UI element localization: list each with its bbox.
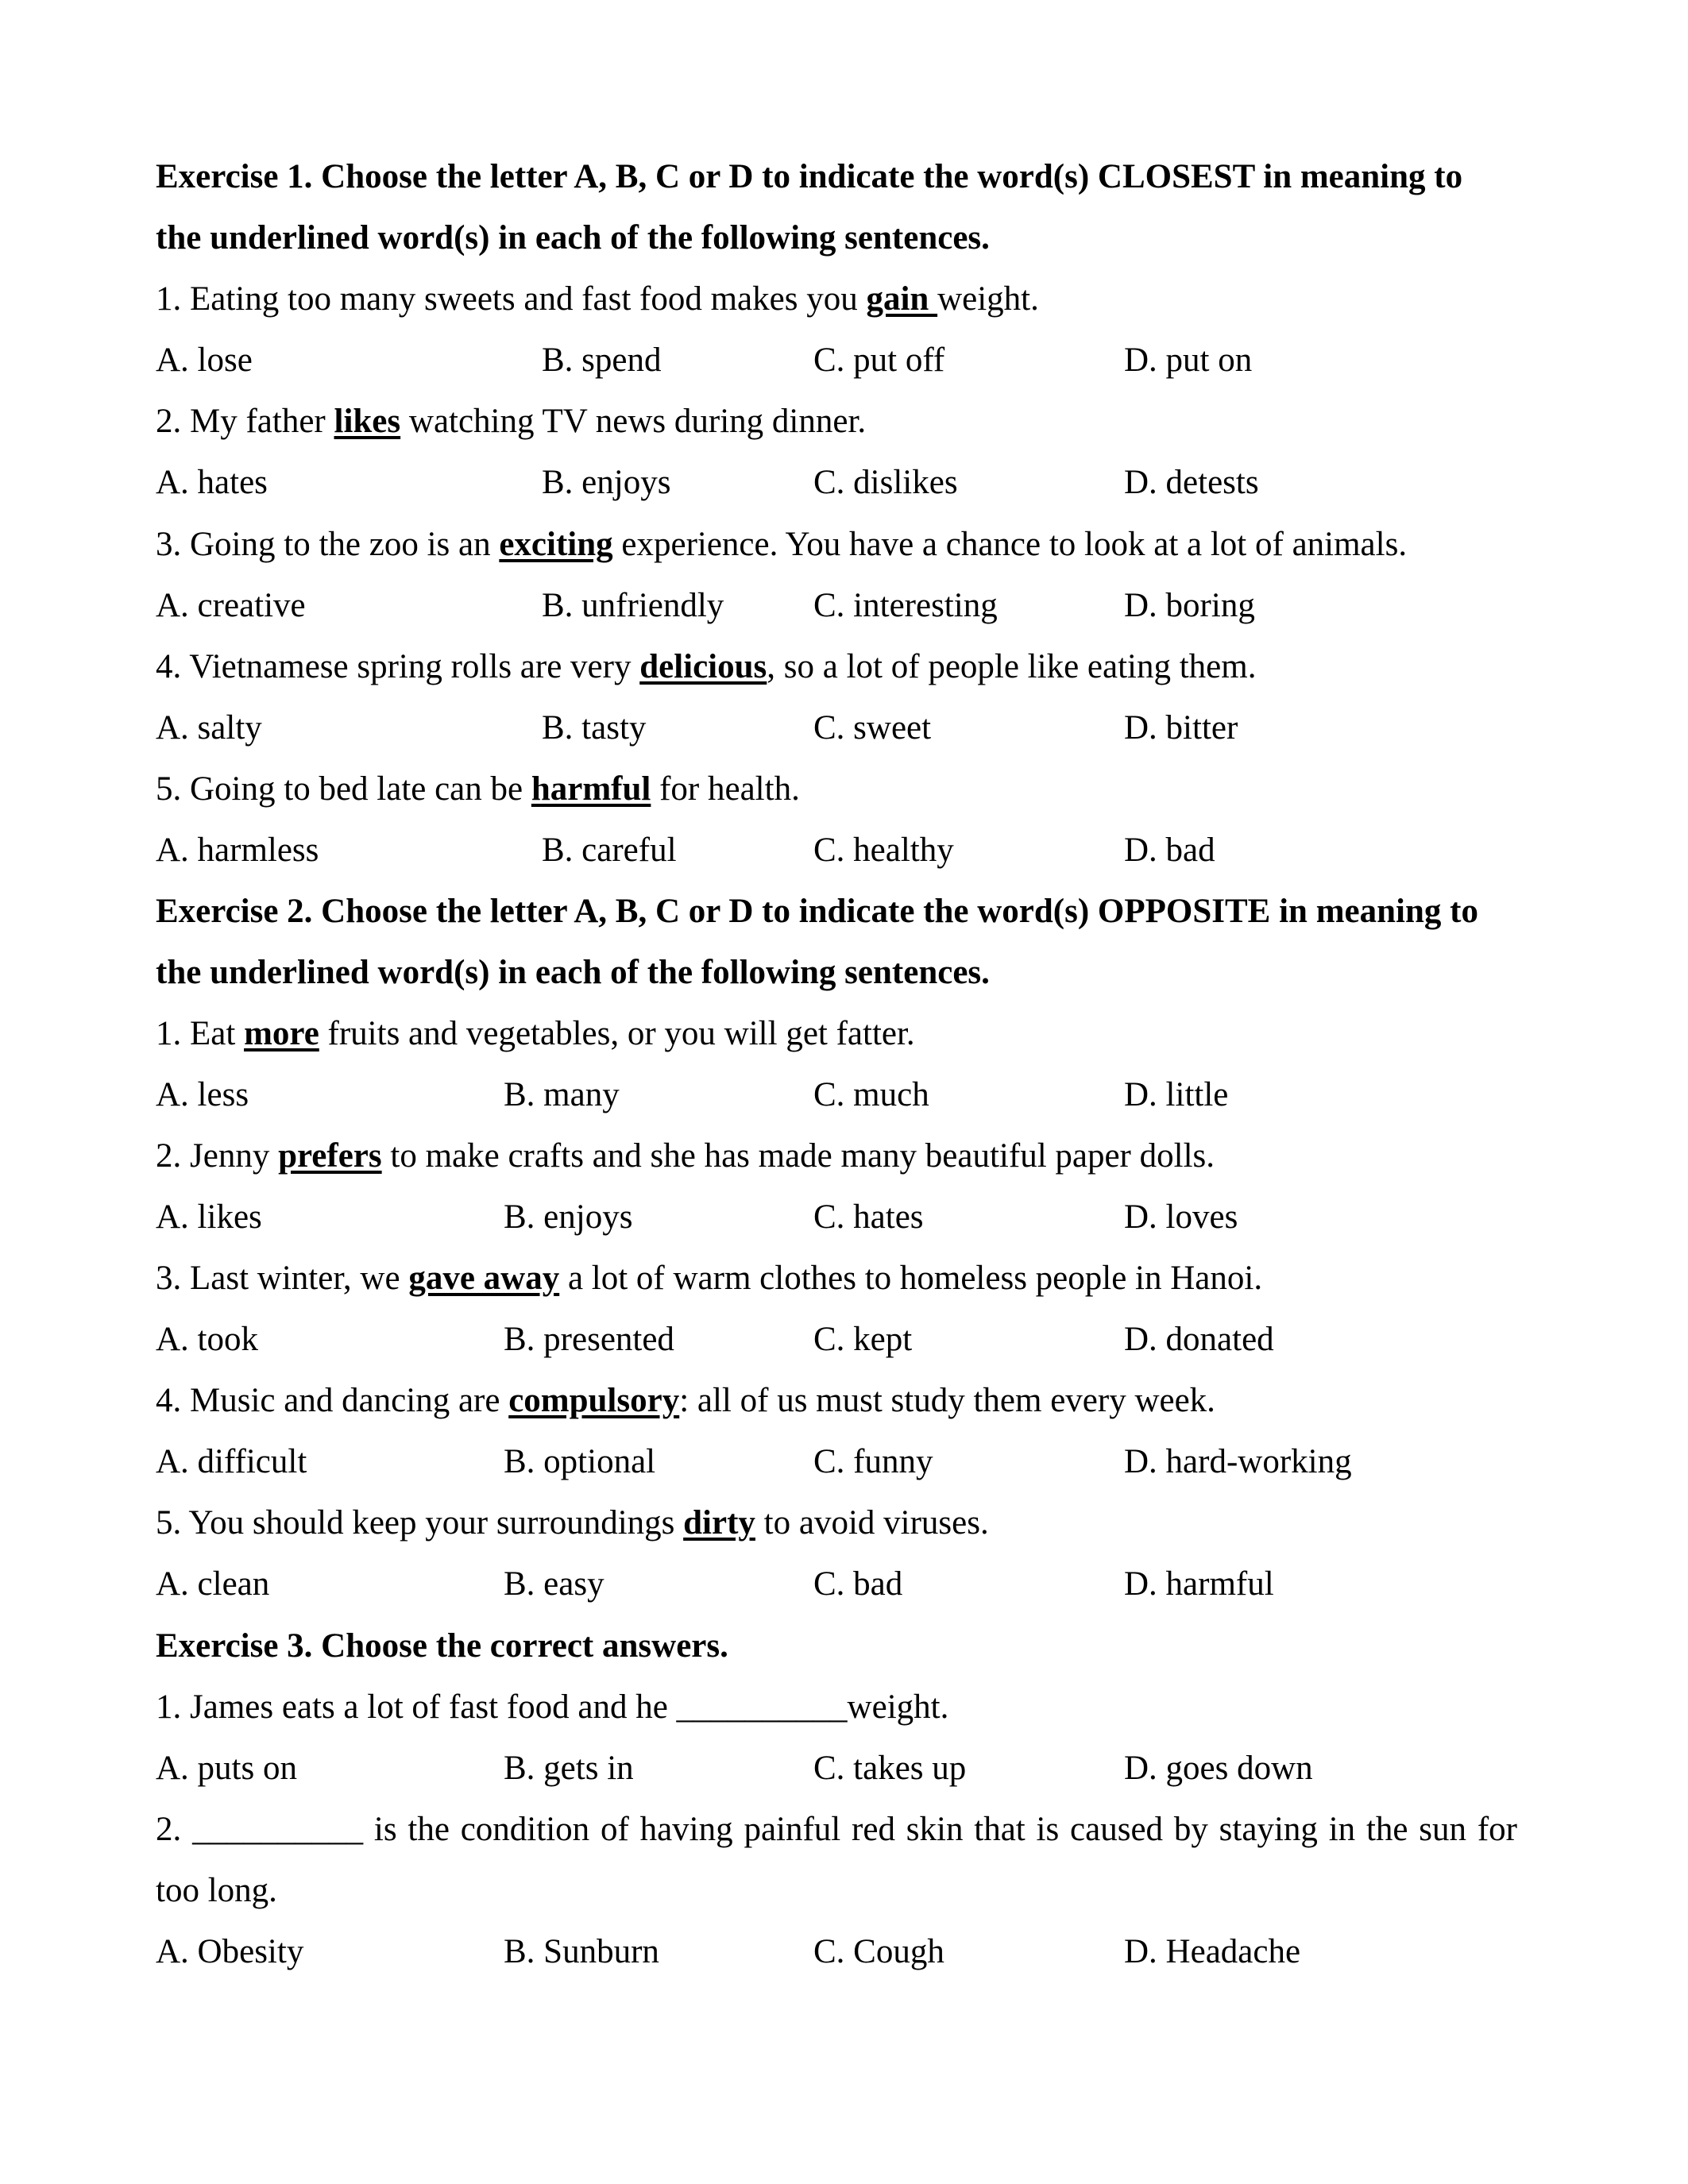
exercise-3-heading: Exercise 3. Choose the correct answers.	[156, 1627, 728, 1665]
option-d: D. bad	[1124, 832, 1215, 869]
option-c: C. sweet	[813, 709, 932, 747]
option-a: A. likes	[156, 1198, 262, 1236]
question	[156, 636, 1256, 697]
option-d: D. Headache	[1124, 1933, 1301, 1970]
question: 1. James eats a lot of fast food and he __________weight.	[156, 1688, 949, 1726]
exercise-2-heading-cont: the underlined word(s) in each of the following sentences.	[156, 954, 990, 991]
option-c: C. much	[813, 1076, 929, 1113]
option-a: A. hates	[156, 464, 268, 501]
question-text: weight.	[937, 280, 1039, 318]
question-text: for health.	[651, 770, 800, 808]
question-text: 5. You should keep your surroundings	[156, 1504, 684, 1542]
option-d: D. detests	[1124, 464, 1259, 501]
question	[156, 514, 1407, 575]
question-text: to avoid viruses.	[755, 1504, 989, 1542]
option-b: B. unfriendly	[542, 587, 724, 624]
question	[156, 758, 800, 820]
question-text: fruits and vegetables, or you will get fatter.	[319, 1015, 915, 1052]
option-c: C. takes up	[813, 1750, 967, 1787]
option-d: D. loves	[1124, 1198, 1238, 1236]
question	[156, 1125, 1215, 1187]
option-d: D. little	[1124, 1076, 1229, 1113]
option-d: D. donated	[1124, 1321, 1274, 1358]
question-continued: too long.	[156, 1872, 277, 1909]
option-d: D. boring	[1124, 587, 1255, 624]
option-a: A. Obesity	[156, 1933, 304, 1970]
question	[156, 1248, 1262, 1309]
option-c: C. kept	[813, 1321, 913, 1358]
exercise-1-heading-cont: the underlined word(s) in each of the following sentences.	[156, 219, 990, 257]
option-c: C. put off	[813, 341, 945, 379]
underlined-word: more	[244, 1015, 319, 1052]
option-a: A. took	[156, 1321, 258, 1358]
question-text: watching TV news during dinner.	[400, 403, 867, 440]
option-a: A. clean	[156, 1565, 270, 1603]
question: 2. __________ is the condition of having painful red skin that is caused by staying in the sun for	[156, 1811, 1517, 1848]
question-text: 2. My father	[156, 403, 334, 440]
option-c: C. funny	[813, 1443, 933, 1480]
option-c: C. Cough	[813, 1933, 944, 1970]
question	[156, 391, 866, 452]
option-d: D. goes down	[1124, 1750, 1313, 1787]
underlined-word: gain	[866, 280, 938, 318]
question-text: 4. Music and dancing are	[156, 1382, 509, 1419]
option-d: D. harmful	[1124, 1565, 1274, 1603]
question-text: a lot of warm clothes to homeless people in Hanoi.	[559, 1260, 1263, 1297]
underlined-word: gave away	[408, 1260, 560, 1297]
option-a: A. puts on	[156, 1750, 297, 1787]
question	[156, 1492, 989, 1553]
option-c: C. dislikes	[813, 464, 958, 501]
option-b: B. presented	[504, 1321, 674, 1358]
underlined-word: delicious	[639, 648, 767, 685]
question	[156, 1370, 1215, 1431]
question	[156, 1003, 915, 1064]
option-b: B. spend	[542, 341, 662, 379]
underlined-word: prefers	[278, 1137, 382, 1175]
underlined-word: dirty	[683, 1504, 755, 1542]
option-d: D. put on	[1124, 341, 1253, 379]
question-text: 3. Last winter, we	[156, 1260, 409, 1297]
option-b: B. enjoys	[542, 464, 671, 501]
exercise-2-heading: Exercise 2. Choose the letter A, B, C or D to indicate the word(s) OPPOSITE in meaning to	[156, 893, 1478, 930]
option-b: B. gets in	[504, 1750, 634, 1787]
underlined-word: exciting	[499, 526, 613, 563]
question-text: 3. Going to the zoo is an	[156, 526, 500, 563]
question-text: , so a lot of people like eating them.	[767, 648, 1257, 685]
question-text: 5. Going to bed late can be	[156, 770, 531, 808]
option-b: B. optional	[504, 1443, 656, 1480]
option-d: D. bitter	[1124, 709, 1238, 747]
option-a: A. difficult	[156, 1443, 307, 1480]
underlined-word: likes	[334, 403, 401, 440]
option-b: B. enjoys	[504, 1198, 633, 1236]
question-text: : all of us must study them every week.	[679, 1382, 1215, 1419]
option-c: C. interesting	[813, 587, 998, 624]
question-text: 4. Vietnamese spring rolls are very	[156, 648, 640, 685]
question-text: to make crafts and she has made many beautiful paper dolls.	[381, 1137, 1215, 1175]
option-a: A. less	[156, 1076, 249, 1113]
option-a: A. creative	[156, 587, 306, 624]
option-a: A. salty	[156, 709, 262, 747]
option-d: D. hard-working	[1124, 1443, 1352, 1480]
option-a: A. lose	[156, 341, 253, 379]
option-c: C. hates	[813, 1198, 924, 1236]
question-text: experience. You have a chance to look at a lot of animals.	[612, 526, 1408, 563]
exercise-1-heading: Exercise 1. Choose the letter A, B, C or D to indicate the word(s) CLOSEST in meaning to	[156, 158, 1463, 195]
option-c: C. healthy	[813, 832, 954, 869]
option-b: B. easy	[504, 1565, 605, 1603]
option-b: B. many	[504, 1076, 620, 1113]
underlined-word: compulsory	[508, 1382, 680, 1419]
option-a: A. harmless	[156, 832, 319, 869]
question	[156, 268, 1039, 330]
option-b: B. tasty	[542, 709, 647, 747]
question-text: 1. Eat	[156, 1015, 245, 1052]
option-c: C. bad	[813, 1565, 903, 1603]
option-b: B. Sunburn	[504, 1933, 659, 1970]
option-b: B. careful	[542, 832, 677, 869]
question-text: 2. Jenny	[156, 1137, 279, 1175]
question-text: 1. Eating too many sweets and fast food makes you	[156, 280, 867, 318]
underlined-word: harmful	[531, 770, 651, 808]
